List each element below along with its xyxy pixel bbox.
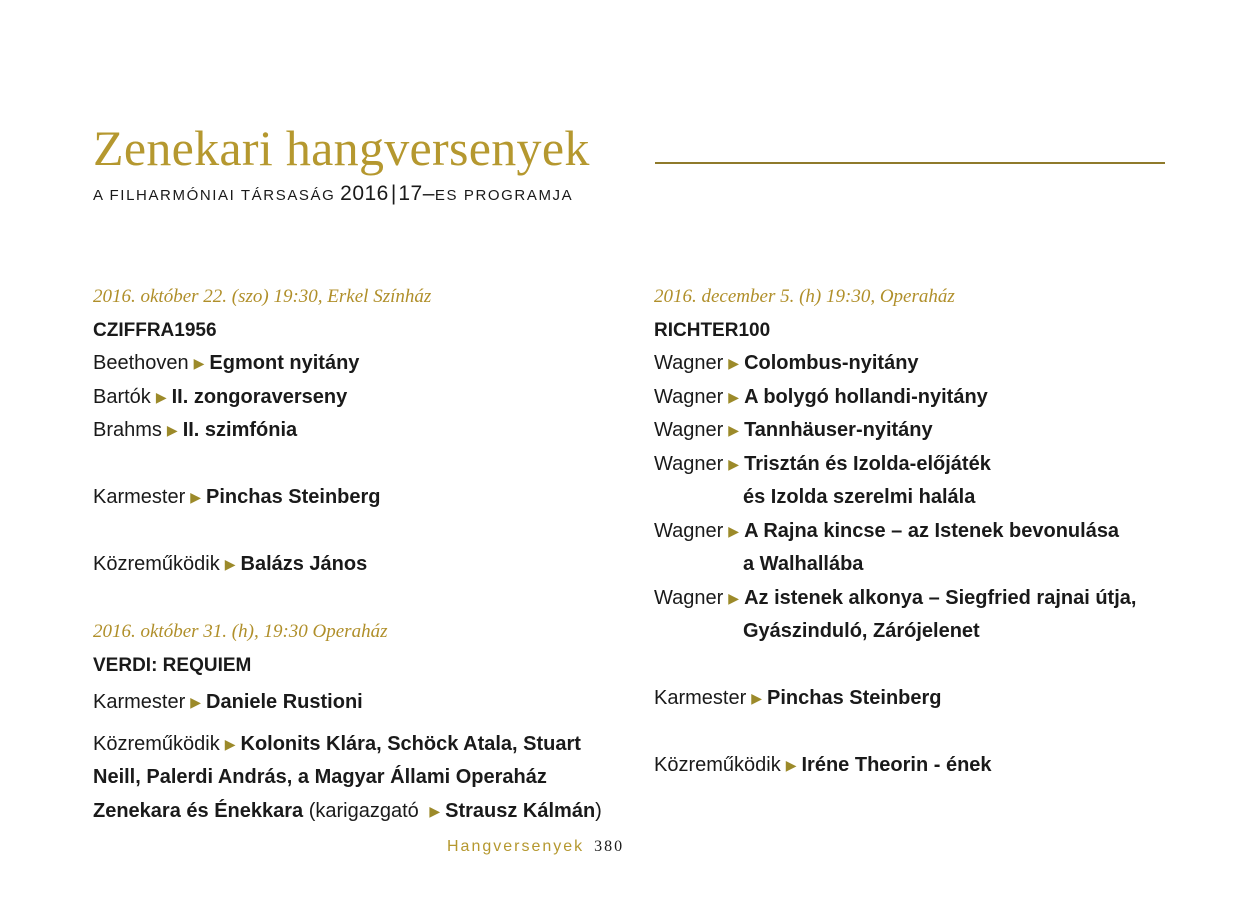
page-number: 380: [594, 838, 625, 855]
triangle-arrow-icon: ▶: [166, 422, 178, 438]
spacer: [654, 716, 1214, 750]
triangle-arrow-icon: ▶: [728, 355, 740, 371]
performers-line: [93, 548, 633, 582]
triangle-arrow-icon: ▶: [728, 422, 740, 438]
conductor-name: Pinchas Steinberg: [767, 687, 942, 709]
subtitle-separator: |: [390, 182, 397, 205]
performers-label: Közreműködik: [93, 732, 220, 755]
work-title: Colombus-nyitány: [744, 352, 919, 374]
triangle-arrow-icon: ▶: [224, 556, 236, 572]
composer: Brahms: [93, 419, 162, 441]
triangle-arrow-icon: ▶: [429, 802, 441, 819]
work-title: II. szimfónia: [182, 419, 298, 441]
performers-text: Neill, Palerdi András, a Magyar Állami Operaház: [93, 766, 547, 788]
concert-program-title: CZIFFRA1956: [93, 319, 217, 341]
composer: Wagner: [654, 586, 724, 609]
triangle-arrow-icon: ▶: [193, 355, 205, 371]
work-title-continued: Gyászinduló, Zárójelenet: [743, 620, 980, 642]
spacer: [93, 720, 633, 728]
program-item: [93, 414, 633, 448]
chorus-master-label: (karigazgató: [303, 799, 425, 822]
concert-date: 2016. október 22. (szo) 19:30, Erkel Színház: [93, 286, 432, 307]
performers-label: Közreműködik: [654, 754, 781, 776]
triangle-arrow-icon: ▶: [190, 694, 202, 710]
spacer: [93, 515, 633, 549]
title-rule: [655, 162, 1165, 164]
program-item: [654, 515, 1214, 549]
spacer: [93, 448, 633, 482]
conductor-line: [93, 481, 633, 515]
work-title-continued: és Izolda szerelmi halála: [743, 486, 976, 508]
triangle-arrow-icon: ▶: [190, 489, 202, 505]
performers-text: Kolonits Klára, Schöck Atala, Stuart: [240, 732, 581, 755]
subtitle-dash: –: [422, 182, 435, 205]
composer: Wagner: [654, 352, 724, 374]
program-item: [654, 448, 1214, 482]
performers-block: [93, 728, 633, 829]
triangle-arrow-icon: ▶: [728, 589, 740, 606]
subtitle-suffix: ES PROGRAMJA: [434, 187, 574, 204]
work-title: Az istenek alkonya – Siegfried rajnai útja,: [744, 586, 1137, 609]
conductor-name: Daniele Rustioni: [206, 691, 363, 713]
subtitle-year-end: 17: [398, 182, 423, 205]
program-item: [654, 347, 1214, 381]
conductor-name: Pinchas Steinberg: [206, 486, 381, 508]
work-title: Trisztán és Izolda-előjáték: [744, 452, 991, 475]
composer: Wagner: [654, 419, 724, 441]
spacer: [93, 582, 633, 616]
composer: Bartók: [93, 385, 151, 408]
right-column: [654, 280, 1214, 783]
performers-line: [654, 749, 1214, 783]
performer-name: Iréne Theorin - ének: [801, 754, 992, 776]
program-item: [654, 381, 1214, 415]
concert-program-title: RICHTER100: [654, 319, 771, 341]
page-footer: [447, 836, 624, 858]
closing-paren: ): [595, 799, 602, 822]
conductor-line: [654, 682, 1214, 716]
triangle-arrow-icon: ▶: [785, 757, 797, 773]
work-title: A Rajna kincse – az Istenek bevonulása: [744, 519, 1120, 542]
performers-text: Zenekara és Énekkara: [93, 799, 304, 822]
page-subtitle: [93, 182, 573, 208]
conductor-label: Karmester: [93, 486, 186, 508]
triangle-arrow-icon: ▶: [751, 690, 763, 706]
work-title: Tannhäuser-nyitány: [744, 419, 933, 441]
triangle-arrow-icon: ▶: [728, 388, 740, 405]
conductor-label: Karmester: [654, 687, 747, 709]
program-item: [654, 582, 1214, 616]
concert-date: 2016. december 5. (h) 19:30, Operaház: [654, 286, 955, 307]
concert-date: 2016. október 31. (h), 19:30 Operaház: [93, 621, 388, 642]
composer: Beethoven: [93, 352, 189, 374]
composer: Wagner: [654, 385, 724, 408]
program-item: [93, 347, 633, 381]
composer: Wagner: [654, 452, 724, 475]
spacer: [654, 649, 1214, 683]
chorus-master-name: Strausz Kálmán: [445, 799, 596, 822]
program-item: [93, 381, 633, 415]
conductor-line: [93, 686, 633, 720]
subtitle-society: A FILHARMÓNIAI TÁRSASÁG: [93, 187, 336, 204]
composer: Wagner: [654, 519, 724, 542]
concert-program-title: VERDI: REQUIEM: [93, 654, 252, 676]
footer-section-name: Hangversenyek: [447, 838, 585, 855]
left-column: [93, 280, 633, 828]
page-title: Zenekari hangversenyek: [93, 120, 590, 176]
performer-name: Balázs János: [240, 553, 368, 575]
program-item: [654, 414, 1214, 448]
triangle-arrow-icon: ▶: [155, 388, 167, 405]
work-title-continued: a Walhallába: [743, 553, 864, 575]
triangle-arrow-icon: ▶: [728, 455, 740, 472]
triangle-arrow-icon: ▶: [728, 522, 740, 539]
performers-label: Közreműködik: [93, 553, 220, 575]
work-title: II. zongoraverseny: [171, 385, 348, 408]
work-title: A bolygó hollandi-nyitány: [744, 385, 988, 408]
subtitle-year: 2016: [340, 182, 389, 205]
work-title: Egmont nyitány: [209, 352, 360, 374]
triangle-arrow-icon: ▶: [224, 735, 236, 752]
conductor-label: Karmester: [93, 691, 186, 713]
